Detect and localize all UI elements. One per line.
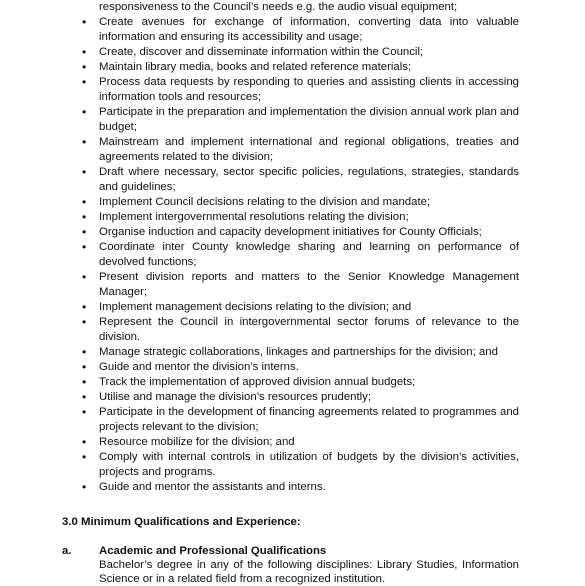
duties-list bbox=[0, 15, 585, 495]
duty-list-item: • Track the implementation of approved division annual budgets; bbox=[0, 375, 519, 390]
duty-list-item: • Create avenues for exchange of information, converting data into valuable information and ensuring its accessibility and usage; bbox=[0, 15, 519, 45]
continued-duty-text: responsiveness to the Council’s needs e.g. the audio visual equipment; bbox=[99, 1, 458, 13]
duty-list-item: • Organise induction and capacity development initiatives for County Officials; bbox=[0, 225, 519, 240]
duty-list-item: • Manage strategic collaborations, linkages and partnerships for the division; and bbox=[0, 345, 519, 360]
duty-list-item: • Represent the Council in intergovernmental sector forums of relevance to the division. bbox=[0, 315, 519, 345]
duty-list-item: • Implement intergovernmental resolutions relating the division; bbox=[0, 210, 519, 225]
duty-list-item: • Mainstream and implement international and regional obligations, treaties and agreements related to the division; bbox=[0, 135, 519, 165]
duty-list-item: • Comply with internal controls in utilization of budgets by the division’s activities, projects and programs. bbox=[0, 450, 519, 480]
duty-list-item: • Implement Council decisions relating to the division and mandate; bbox=[0, 195, 519, 210]
subsection-body: Bachelor’s degree in any of the following disciplines: Library Studies, Information Science or in a related field from a recognized institution. bbox=[99, 559, 519, 585]
duty-list-item: • Coordinate inter County knowledge sharing and learning on performance of devolved functions; bbox=[0, 240, 519, 270]
duty-list-item: • Utilise and manage the division’s resources prudently; bbox=[0, 390, 519, 405]
subsection-heading: Academic and Professional Qualifications bbox=[99, 545, 327, 557]
duty-list-item: • Resource mobilize for the division; and bbox=[0, 435, 519, 450]
duty-list-item: • Present division reports and matters to the Senior Knowledge Management Manager; bbox=[0, 270, 519, 300]
duty-list-item: • Guide and mentor the division’s interns. bbox=[0, 360, 519, 375]
duty-list-item: • Implement management decisions relating to the division; and bbox=[0, 300, 519, 315]
duty-list-item: • Maintain library media, books and related reference materials; bbox=[0, 60, 519, 75]
duty-list-item: • Guide and mentor the assistants and interns. bbox=[0, 480, 519, 495]
duty-list-item: • Participate in the development of financing agreements related to programmes and projects relevant to the division; bbox=[0, 405, 519, 435]
section-title: 3.0 Minimum Qualifications and Experience: bbox=[62, 516, 301, 528]
duty-list-item: • Participate in the preparation and implementation the division annual work plan and budget; bbox=[0, 105, 519, 135]
duty-list-item: • Draft where necessary, sector specific policies, regulations, strategies, standards and guidelines; bbox=[0, 165, 519, 195]
subsection-letter: a. bbox=[62, 545, 72, 557]
duty-list-item: • Create, discover and disseminate information within the Council; bbox=[0, 45, 519, 60]
duty-list-item: • Process data requests by responding to queries and assisting clients in accessing information tools and resources; bbox=[0, 75, 519, 105]
